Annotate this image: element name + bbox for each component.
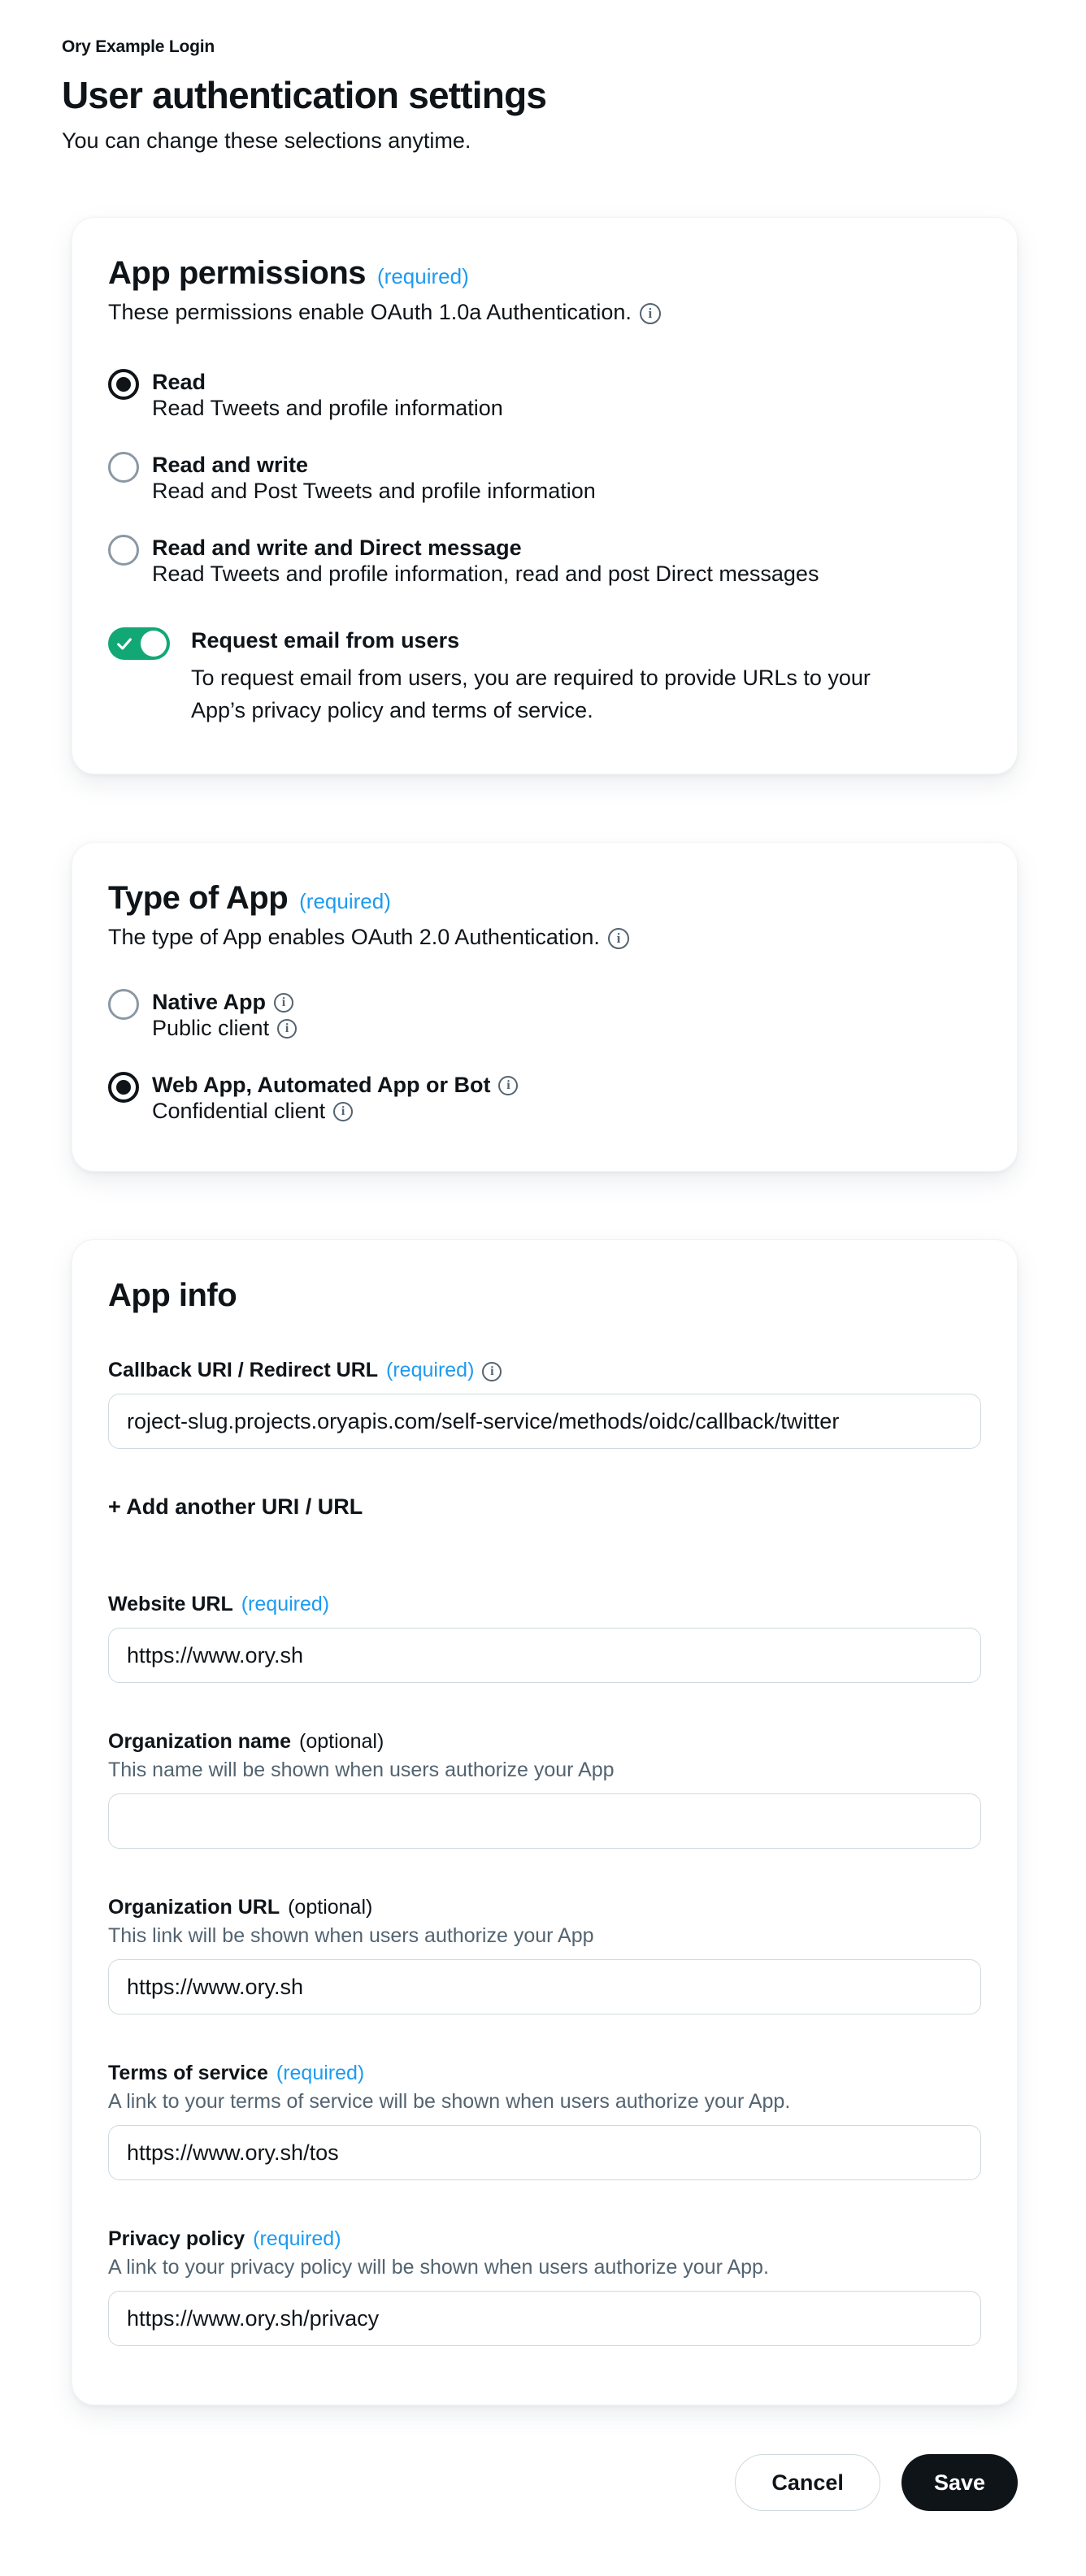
radio-web-app-label: Web App, Automated App or Bot: [152, 1073, 491, 1097]
type-option-native-app: [108, 989, 981, 1041]
required-tag: (required): [253, 2227, 341, 2250]
required-tag: (required): [276, 2062, 365, 2084]
radio-web-app[interactable]: [108, 1072, 139, 1103]
organization-url-helper: This link will be shown when users authorize your App: [108, 1924, 594, 1947]
app-info-card: [72, 1239, 1018, 2405]
info-icon[interactable]: [608, 928, 629, 949]
callback-uri-label: Callback URI / Redirect URL: [108, 1359, 379, 1381]
app-info-heading: [108, 1277, 981, 1314]
terms-of-service-label: Terms of service: [108, 2062, 268, 2084]
website-url-label: Website URL: [108, 1593, 233, 1615]
info-icon[interactable]: [333, 1102, 353, 1121]
type-option-web-app: [108, 1072, 981, 1124]
app-permissions-heading: [108, 255, 981, 292]
add-another-uri-link[interactable]: + Add another URI / URL: [108, 1494, 363, 1519]
permission-option-read-write: [108, 452, 981, 504]
permissions-radio-group: [108, 369, 981, 587]
info-icon[interactable]: [498, 1076, 518, 1095]
radio-read-write-label: Read and write: [152, 453, 309, 477]
request-email-label: Request email from users: [191, 628, 460, 653]
request-email-toggle[interactable]: [108, 627, 170, 660]
required-tag: (required): [377, 264, 469, 288]
check-icon: [115, 635, 133, 653]
required-tag: (required): [241, 1593, 330, 1615]
terms-of-service-helper: A link to your terms of service will be shown when users authorize your App.: [108, 2090, 791, 2113]
request-email-description: To request email from users, you are required to provide URLs to your App’s privacy policy and terms of service.: [191, 666, 871, 722]
radio-read[interactable]: [108, 369, 139, 400]
organization-url-field: [108, 1896, 981, 2014]
website-url-field: [108, 1593, 981, 1683]
permission-option-read-write-dm: [108, 535, 981, 587]
terms-of-service-field: [108, 2062, 981, 2180]
info-icon[interactable]: [274, 993, 293, 1013]
organization-name-input[interactable]: [108, 1793, 981, 1849]
type-of-app-description: [108, 925, 981, 950]
privacy-policy-helper: A link to your privacy policy will be shown when users authorize your App.: [108, 2256, 769, 2279]
optional-tag: (optional): [299, 1730, 384, 1753]
type-of-app-radio-group: [108, 989, 981, 1124]
terms-of-service-input[interactable]: [108, 2125, 981, 2180]
required-tag: (required): [386, 1359, 475, 1381]
radio-read-label: Read: [152, 370, 206, 394]
app-permissions-card: [72, 217, 1018, 774]
privacy-policy-label: Privacy policy: [108, 2227, 245, 2250]
required-tag: (required): [299, 889, 391, 913]
organization-name-field: [108, 1730, 981, 1849]
callback-uri-field: [108, 1359, 981, 1449]
optional-tag: (optional): [288, 1896, 373, 1919]
page-title: User authentication settings: [62, 74, 547, 116]
page-subtitle: You can change these selections anytime.: [62, 128, 471, 153]
radio-read-write-dm-label: Read and write and Direct message: [152, 536, 522, 560]
website-url-input[interactable]: [108, 1628, 981, 1683]
form-actions: [72, 2454, 1018, 2511]
type-of-app-description-text: The type of App enables OAuth 2.0 Authentication.: [108, 925, 600, 949]
radio-read-write-dm-description: Read Tweets and profile information, read and post Direct messages: [152, 562, 819, 586]
save-button[interactable]: Save: [901, 2454, 1018, 2511]
radio-native-app-label: Native App: [152, 990, 267, 1014]
organization-name-label: Organization name: [108, 1730, 292, 1753]
privacy-policy-input[interactable]: [108, 2291, 981, 2346]
app-name: Ory Example Login: [62, 37, 215, 56]
radio-native-app-sublabel: Public client: [152, 1016, 270, 1040]
toggle-knob: [141, 631, 167, 657]
radio-read-write-dm[interactable]: [108, 535, 139, 566]
app-permissions-description: [108, 300, 981, 325]
radio-native-app[interactable]: [108, 989, 139, 1020]
privacy-policy-field: [108, 2227, 981, 2346]
info-icon[interactable]: [277, 1019, 297, 1039]
request-email-row: [108, 627, 981, 726]
organization-url-input[interactable]: [108, 1959, 981, 2014]
app-info-title: App info: [108, 1277, 237, 1313]
permission-option-read: [108, 369, 981, 421]
type-of-app-title: Type of App: [108, 880, 289, 916]
info-icon[interactable]: [640, 303, 661, 324]
organization-url-label: Organization URL: [108, 1896, 280, 1919]
cancel-button[interactable]: Cancel: [735, 2454, 880, 2511]
organization-name-helper: This name will be shown when users authorize your App: [108, 1759, 615, 1781]
app-permissions-description-text: These permissions enable OAuth 1.0a Authentication.: [108, 300, 632, 324]
callback-uri-input[interactable]: [108, 1394, 981, 1449]
radio-read-write-description: Read and Post Tweets and profile information: [152, 479, 596, 503]
type-of-app-card: [72, 842, 1018, 1172]
app-permissions-title: App permissions: [108, 255, 367, 291]
info-icon[interactable]: [482, 1362, 502, 1381]
radio-read-write[interactable]: [108, 452, 139, 483]
radio-read-description: Read Tweets and profile information: [152, 396, 503, 420]
type-of-app-heading: [108, 880, 981, 917]
radio-web-app-sublabel: Confidential client: [152, 1099, 326, 1123]
